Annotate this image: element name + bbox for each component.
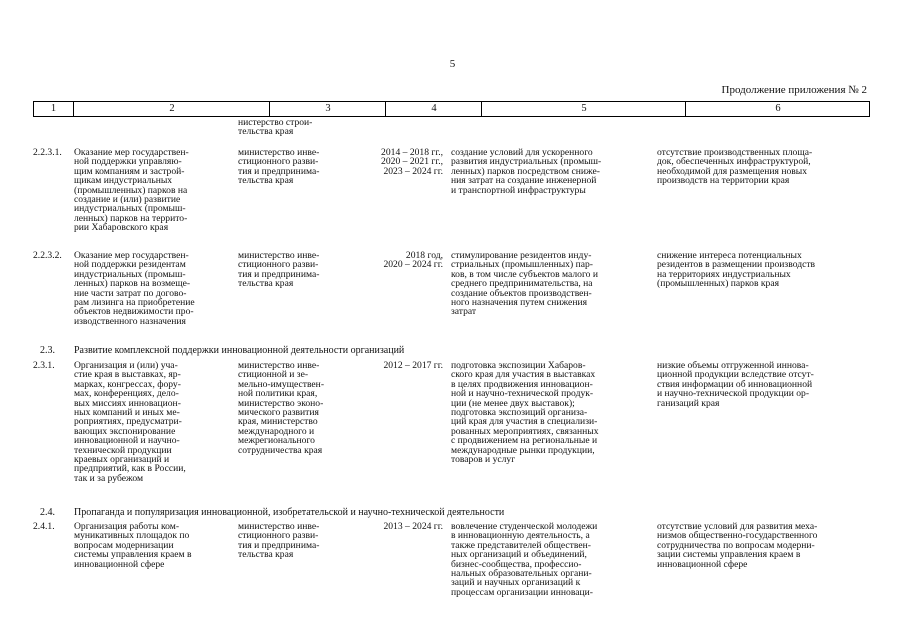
section-title: Пропаганда и популяризация инновационной, изобретательской и научно-технической деятельности: [74, 507, 505, 518]
section-title: Развитие комплексной поддержки инновационной деятельности организаций: [74, 345, 405, 356]
header-col-1: 1: [50, 103, 57, 114]
row-number: 2.4.1.: [33, 521, 55, 532]
row-consequence: отсутствие условий для развития меха- низмов общественно-государственного сотрудничества по вопросам модерни- зации системы управления краем в инновационной сфере: [657, 521, 818, 570]
row-period: 2012 – 2017 гг.: [383, 360, 443, 371]
row-number: 2.3.1.: [33, 360, 55, 371]
row-consequence: отсутствие производственных площа- док, обеспеченных инфраструктурой, необходимой для размещения новых производств на территории края: [657, 147, 813, 187]
row-measure: Оказание мер государствен- ной поддержки резидентам индустриальных (промыш- ленных) парков на возмеще- ние части затрат по догово- рам лизинга на приобретение объектов недвижимости про- изводственного назначения: [74, 250, 195, 327]
row-measure: Организация работы ком- муникативных площадок по вопросам модернизации системы управления краем в инновационной сфере: [74, 521, 192, 570]
continuation-label: Продолжение приложения № 2: [721, 84, 867, 96]
section-number: 2.3.: [40, 345, 55, 356]
row-executor: министерство инве- стиционного разви- тия и предпринима- тельства края: [238, 147, 320, 187]
carryover-executor: нистерство строи- тельства края: [238, 117, 313, 138]
row-result: стимулирование резидентов инду- стриальных (промышленных) пар- ков, в том числе субъектов малого и среднего предпринимательства, на создание объектов производствен- ного назначения путем снижения затрат: [451, 250, 598, 318]
page-number: 5: [449, 58, 456, 70]
header-col-3: 3: [269, 102, 386, 116]
row-consequence: низкие объемы отгруженной иннова- ционной продукции вследствие отсут- ствия информации об инновационной и научно-технической продукции ор- ганизаций края: [657, 360, 814, 409]
header-col-2: 2: [73, 102, 270, 116]
section-number: 2.4.: [40, 507, 55, 518]
row-executor: министерство инве- стиционной и зе- мельно-имуществен- ной политики края, министерство эконо- мического развития края, министерство международного и межрегионального сотрудничества края: [238, 360, 325, 456]
row-number: 2.2.3.2.: [33, 250, 62, 261]
header-col-5: 5: [481, 102, 686, 116]
row-result: создание условий для ускоренного развития индустриальных (промыш- ленных) парков посредством сниже- ния затрат на создание инженерной и транспортной инфраструктуры: [451, 147, 602, 196]
header-col-6: 6: [685, 102, 870, 116]
header-col-4: 4: [385, 102, 482, 116]
row-executor: министерство инве- стиционного разви- тия и предпринима- тельства края: [238, 250, 320, 290]
row-period: 2014 – 2018 гг., 2020 – 2021 гг., 2023 – 2024 гг.: [381, 147, 443, 177]
row-result: подготовка экспозиции Хабаров- ского края для участия в выставках в целях продвижения инновацион- ной и научно-технической продук- ции (не менее двух выставок); подготовка экспозиций организа- ций края для участия в специализи- рованных мероприятиях, связанных с продвижением на региональные и международные рынки продукции, товаров и услуг: [451, 360, 599, 466]
row-consequence: снижение интереса потенциальных резидентов в размещении производств на территориях индустриальных (промышленных) парков края: [657, 250, 816, 290]
row-measure: Организация и (или) уча- стие края в выставках, яр- марках, конгрессах, фору- мах, конференциях, дело- вых миссиях инновацион- ных компаний и иных ме- роприятиях, предусматри- вающих экспонирование инновационной и научно- технической продукции краевых организаций и предприятий, как в России, так и за рубежом: [74, 360, 186, 484]
row-period: 2013 – 2024 гг.: [383, 521, 443, 532]
row-measure: Оказание мер государствен- ной поддержки управляю- щим компаниям и застрой- щикам индустриальных (промышленных) парков на создание и (или) развитие индустриальных (промыш- ленных) парков на террито- рии Хабаровского края: [74, 147, 189, 234]
table-header: [33, 101, 870, 117]
row-period: 2018 год, 2020 – 2024 гг.: [383, 250, 443, 271]
row-executor: министерство инве- стиционного разви- тия и предпринима- тельства края: [238, 521, 320, 561]
row-result: вовлечение студенческой молодежи в инновационную деятельность, а также представителей обществен- ных организаций и объединений, бизнес-сообщества, профессио- нальных образовательных органи- заций и научных организаций к процессам организации инноваци-: [451, 521, 598, 598]
row-number: 2.2.3.1.: [33, 147, 62, 158]
